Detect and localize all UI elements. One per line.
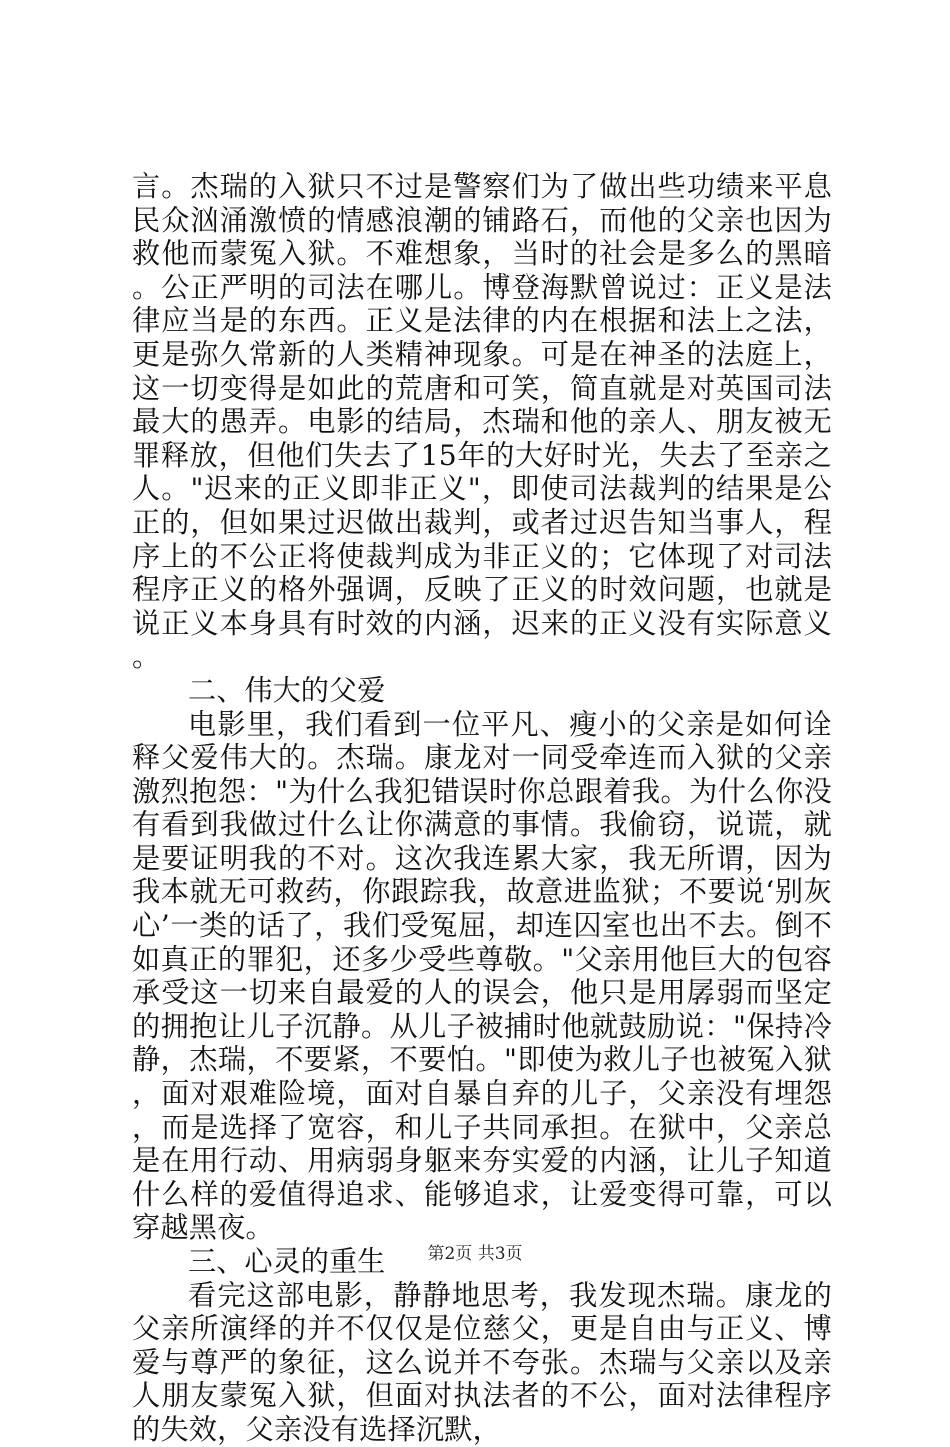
paragraph-justice-delayed: 言。杰瑞的入狱只不过是警察们为了做出些功绩来平息民众汹涌激愤的情感浪潮的铺路石，而他的父亲也因为救他而蒙冤入狱。不难想象，当时的社会是多么的黑暗。公正严明的司法在哪儿。博登海默曾说过：正义是法律应当是的东西。正义是法律的内在根据和法上之法，更是弥久常新的人类精神现象。可是在神圣的法庭上，这一切变得是如此的荒唐和可笑，简直就是对英国司法最大的愚弄。电影的结局，杰瑞和他的亲人、朋友被无罪释放，但他们失去了15年的大好时光，失去了至亲之人。"迟来的正义即非正义"，即使司法裁判的结果是公正的，但如果过迟做出裁判，或者过迟告知当事人，程序上的不公正将使裁判成为非正义的；它体现了对司法程序正义的格外强调，反映了正义的时效问题，也就是说正义本身具有时效的内涵，迟来的正义没有实际意义。 [132, 170, 832, 674]
paragraph-fatherly-love: 电影里，我们看到一位平凡、瘦小的父亲是如何诠释父爱伟大的。杰瑞。康龙对一同受牵连而入狱的父亲激烈抱怨："为什么我犯错误时你总跟着我。为什么你没有看到我做过什么让你满意的事情。我偷窃，说谎，就是要证明我的不对。这次我连累大家，我无所谓，因为我本就无可救药，你跟踪我，故意进监狱；不要说‘别灰心’一类的话了，我们受冤屈，却连囚室也出不去。倒不如真正的罪犯，还多少受些尊敬。"父亲用他巨大的包容承受这一切来自最爱的人的误会，他只是用孱弱而坚定的拥抱让儿子沉静。从儿子被捕时他就鼓励说："保持冷静，杰瑞，不要紧，不要怕。"即使为救儿子也被冤入狱，面对艰难险境，面对自暴自弃的儿子，父亲没有埋怨，而是选择了宽容，和儿子共同承担。在狱中，父亲总是在用行动、用病弱身躯来夯实爱的内涵，让儿子知道什么样的爱值得追求、能够追求，让爱变得可靠，可以穿越黑夜。 [132, 707, 832, 1245]
section-heading-fatherly-love: 二、伟大的父爱 [188, 673, 386, 707]
section-heading-rebirth: 三、心灵的重生 [188, 1245, 386, 1278]
paragraph-rebirth: 看完这部电影，静静地思考，我发现杰瑞。康龙的父亲所演绎的并不仅仅是位慈父，更是自由与正义、博爱与尊严的象征，这么说并不夸张。杰瑞与父亲以及亲人朋友蒙冤入狱，但面对执法者的不公，面对法律程序的失效，父亲没有选择沉默， [132, 1278, 832, 1446]
page-footer: 第2页 共3页 [427, 1244, 523, 1264]
